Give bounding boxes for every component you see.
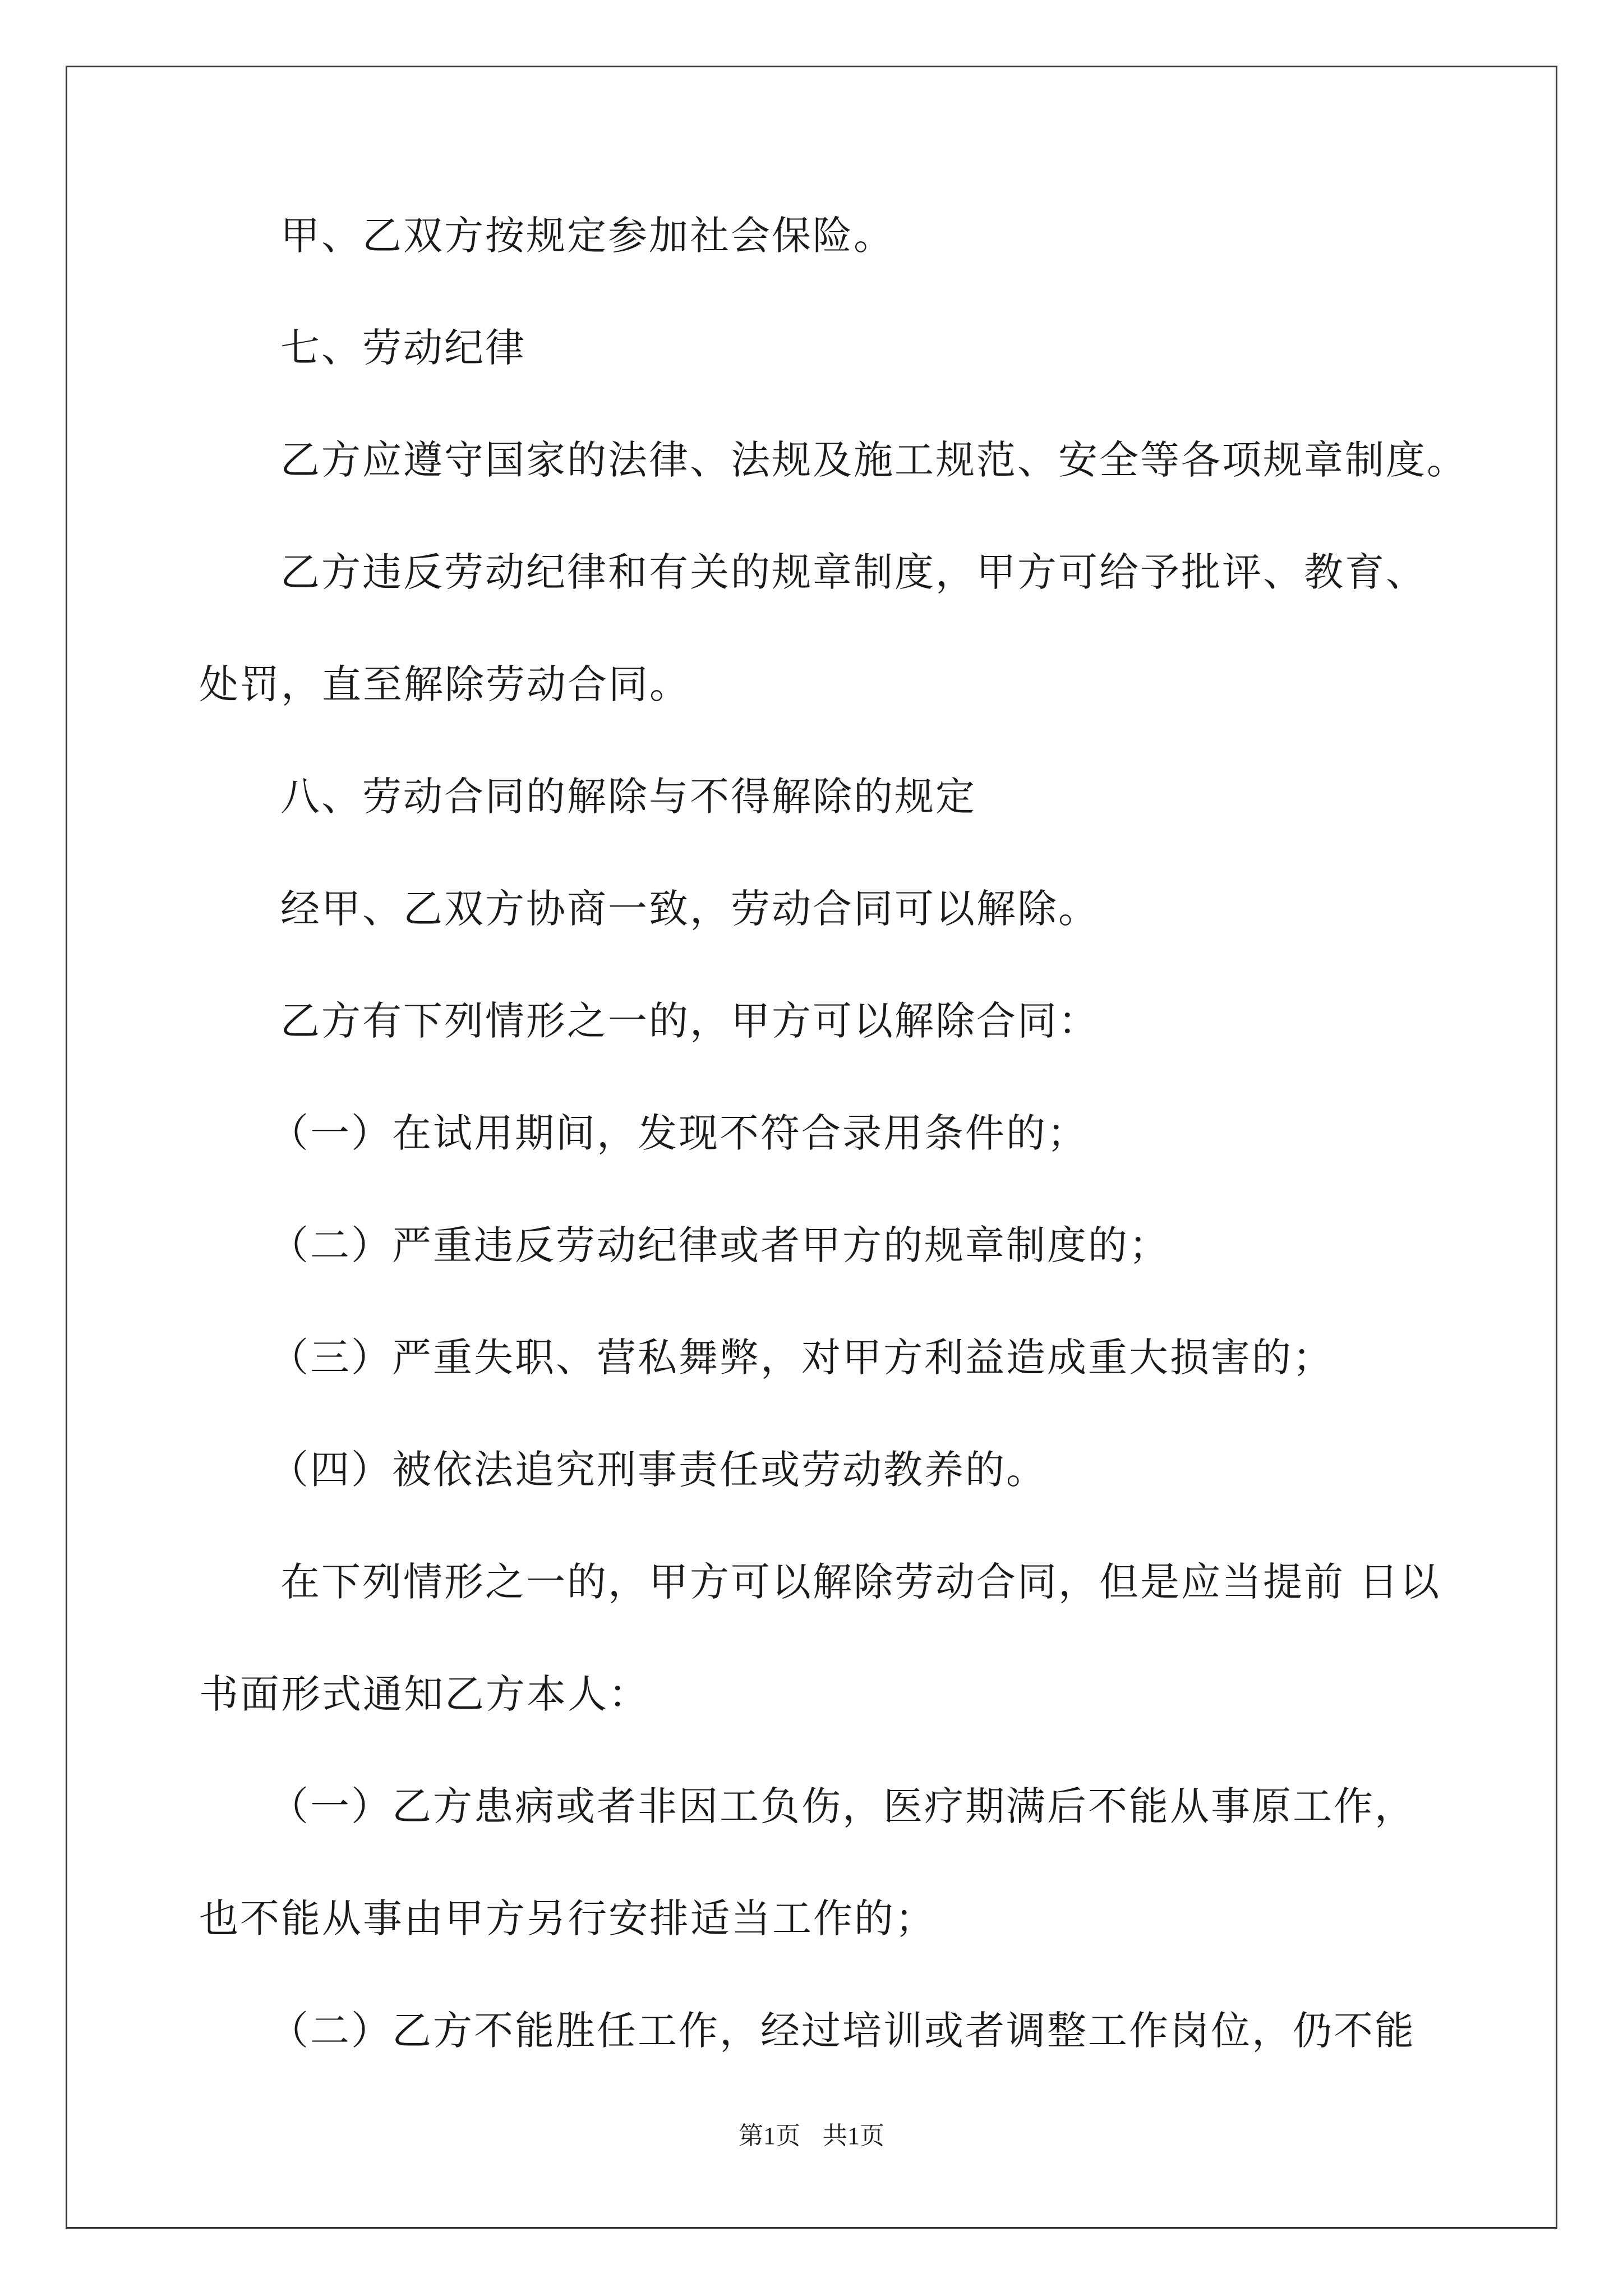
list-item: （三）严重失职、营私舞弊，对甲方利益造成重大损害的；: [269, 1335, 1334, 1381]
paragraph-line: 经甲、乙双方协商一致，劳动合同可以解除。: [280, 886, 1099, 932]
page-footer: [0, 2119, 1623, 2153]
page-total: 共1页: [823, 2122, 884, 2150]
paragraph-line: 在下列情形之一的，甲方可以解除劳动合同，但是应当提前 日以: [280, 1559, 1441, 1605]
list-item: （二）乙方不能胜任工作，经过培训或者调整工作岗位，仍不能: [269, 2008, 1415, 2054]
paragraph-line: 甲、乙双方按规定参加社会保险。: [280, 213, 895, 259]
list-item: （四）被依法追究刑事责任或劳动教养的。: [269, 1447, 1047, 1493]
section-heading: 七、劳动纪律: [280, 325, 526, 371]
list-item: （二）严重违反劳动纪律或者甲方的规章制度的；: [269, 1222, 1170, 1268]
paragraph-line: 书面形式通知乙方本人：: [199, 1671, 649, 1717]
section-heading: 八、劳动合同的解除与不得解除的规定: [280, 774, 976, 820]
list-item: （一）在试用期间，发现不符合录用条件的；: [269, 1110, 1088, 1156]
paragraph-line: 乙方有下列情形之一的，甲方可以解除合同：: [280, 998, 1099, 1044]
page-number: 第1页: [739, 2122, 800, 2150]
list-item: （一）乙方患病或者非因工负伤，医疗期满后不能从事原工作，: [269, 1783, 1415, 1829]
paragraph-line: 也不能从事由甲方另行安排适当工作的；: [199, 1895, 936, 1941]
paragraph-line: 乙方应遵守国家的法律、法规及施工规范、安全等各项规章制度。: [280, 437, 1468, 483]
paragraph-line: 乙方违反劳动纪律和有关的规章制度，甲方可给予批评、教育、: [280, 549, 1427, 595]
paragraph-line: 处罚，直至解除劳动合同。: [199, 661, 690, 707]
